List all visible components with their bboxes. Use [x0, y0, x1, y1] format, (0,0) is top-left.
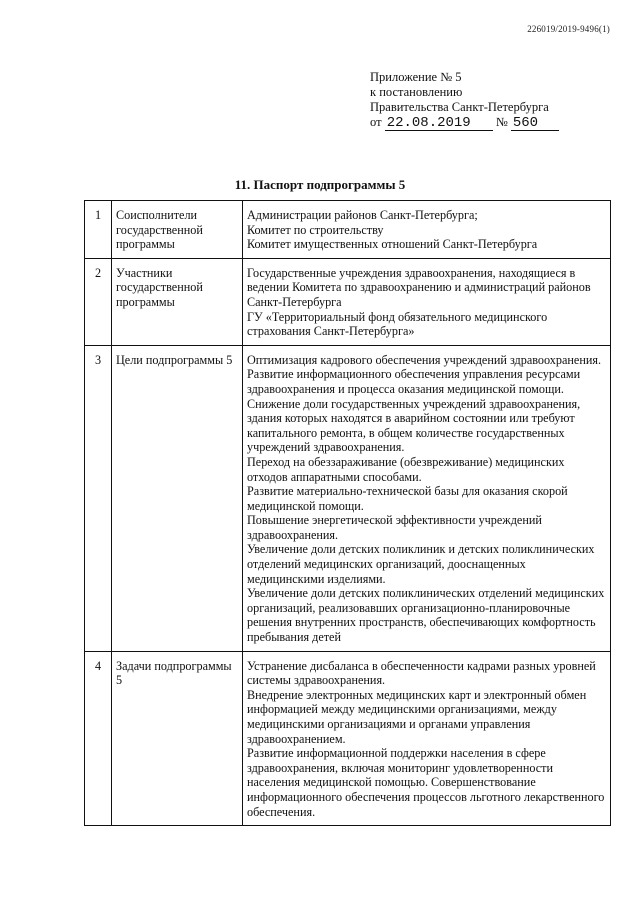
content-line: Снижение доли государственных учреждений здравоохранения, здания которых находятся в аварийном состоянии или требуют капитального ремонта, в общем количестве государственных учреждений здравоохранения. — [247, 396, 581, 455]
passport-table — [84, 200, 611, 826]
row-label: Цели подпрограммы 5 — [112, 345, 243, 651]
content-line: Администрации районов Санкт-Петербурга; — [247, 208, 478, 222]
row-content — [243, 345, 611, 651]
content-line: Устранение дисбаланса в обеспеченности кадрами разных уровней системы здравоохранения. — [247, 658, 596, 688]
content-line: Комитет имущественных отношений Санкт-Петербурга — [247, 237, 538, 252]
row-label: Участники государственной программы — [112, 258, 243, 345]
table-row — [85, 201, 611, 259]
content-line: Оптимизация кадрового обеспечения учреждений здравоохранения. — [247, 352, 602, 367]
content-line: Развитие информационного обеспечения управления ресурсами здравоохранения и процесса оказания медицинской помощи. — [247, 367, 581, 396]
appendix-date-number-line — [370, 115, 559, 131]
content-line: Государственные учреждения здравоохранения, находящиеся в ведении Комитета по здравоохранению и администраций районов Санкт-Петербурга — [247, 265, 591, 309]
row-number: 1 — [85, 201, 112, 259]
resolution-number: 560 — [511, 116, 559, 131]
row-content — [243, 651, 611, 826]
section-title: 11. Паспорт подпрограммы 5 — [234, 177, 406, 192]
from-label: от — [370, 115, 382, 129]
resolution-date: 22.08.2019 — [385, 116, 493, 131]
row-content — [243, 258, 611, 345]
row-label: Соисполнители государственной программы — [112, 201, 243, 259]
appendix-title: Приложение № 5 — [370, 70, 462, 84]
table-row — [85, 651, 611, 826]
table-row — [85, 345, 611, 651]
row-number: 2 — [85, 258, 112, 345]
row-number: 3 — [85, 345, 112, 651]
content-line: Комитет по строительству — [247, 222, 384, 237]
document-id: 226019/2019-9496(1) — [527, 24, 610, 34]
content-line: Увеличение доли детских поликлинических отделений медицинских организаций, реализовавших организационно-планировочные решения внутренних пространств, обеспечивающих комфортность пребывания детей — [247, 586, 605, 645]
number-label: № — [495, 115, 508, 129]
content-line: Переход на обеззараживание (обезвреживание) медицинских отходов аппаратными способами. — [247, 454, 565, 484]
row-number: 4 — [85, 651, 112, 826]
content-line: Внедрение электронных медицинских карт и электронный обмен информацией между медицинскими организациями, между медицинскими организациями и органами управления здравоохранением. — [247, 687, 587, 746]
table-row — [85, 258, 611, 345]
content-line: Развитие информационной поддержки населения в сфере здравоохранения, включая мониторинг удовлетворенности населения медицинской помощью. Совершенствование информационного обеспечения процессов льготного лекарственного обеспечения. — [247, 746, 605, 819]
row-content — [243, 201, 611, 259]
appendix-government: Правительства Санкт-Петербурга — [370, 100, 549, 114]
content-line: ГУ «Территориальный фонд обязательного медицинского страхования Санкт-Петербурга» — [247, 309, 548, 339]
appendix-header — [370, 70, 559, 131]
content-line: Увеличение доли детских поликлиник и детских поликлинических отделений медицинских организаций, дооснащенных медицинскими изделиями. — [247, 542, 595, 586]
content-line: Развитие материально-технической базы для оказания скорой медицинской помощи. — [247, 484, 568, 513]
appendix-resolution-ref: к постановлению — [370, 85, 463, 99]
content-line: Повышение энергетической эффективности учреждений здравоохранения. — [247, 513, 542, 542]
row-label: Задачи подпрограммы 5 — [112, 651, 243, 826]
